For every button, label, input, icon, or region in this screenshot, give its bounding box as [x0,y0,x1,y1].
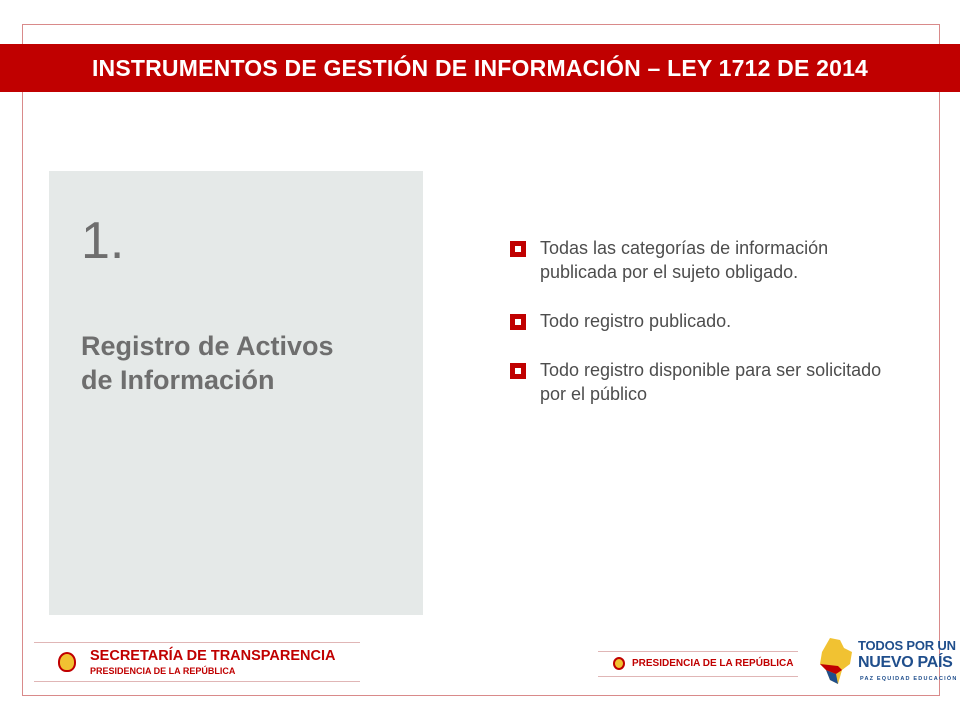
section-panel [49,171,423,615]
bullet-list [510,236,910,431]
logo-line1: TODOS POR UN [858,638,956,653]
footer-left-subtitle: PRESIDENCIA DE LA REPÚBLICA [90,666,236,676]
footer-middle-text: PRESIDENCIA DE LA REPÚBLICA [632,658,794,669]
slide-title: INSTRUMENTOS DE GESTIÓN DE INFORMACIÓN – LEY 1712 DE 2014 [91,54,869,81]
title-bar [0,44,960,92]
bullet-item [510,309,910,333]
logo-line3: PAZ EQUIDAD EDUCACIÓN [860,676,958,682]
section-heading-line2: de Información [81,365,275,395]
square-bullet-icon [510,363,526,379]
bullet-text: Todo registro disponible para ser solicitado por el público [540,360,882,404]
section-heading [81,329,401,397]
bullet-text: Todo registro publicado. [540,311,732,331]
square-bullet-icon [510,314,526,330]
square-bullet-icon [510,241,526,257]
logo-line2: NUEVO PAÍS [858,654,953,671]
todos-por-un-nuevo-pais-logo [816,634,958,690]
section-number: 1. [81,212,125,270]
footer-presidencia-logo [598,651,798,677]
section-heading-line1: Registro de Activos [81,331,334,361]
coat-of-arms-icon [613,657,625,670]
footer-left-title: SECRETARÍA DE TRANSPARENCIA [90,648,336,664]
coat-of-arms-icon [58,652,76,672]
bullet-item [510,358,910,406]
bullet-item [510,236,910,284]
bullet-text: Todas las categorías de información publicada por el sujeto obligado. [540,238,829,282]
colombia-map-icon [816,636,854,688]
footer-secretaria-logo [34,642,360,682]
